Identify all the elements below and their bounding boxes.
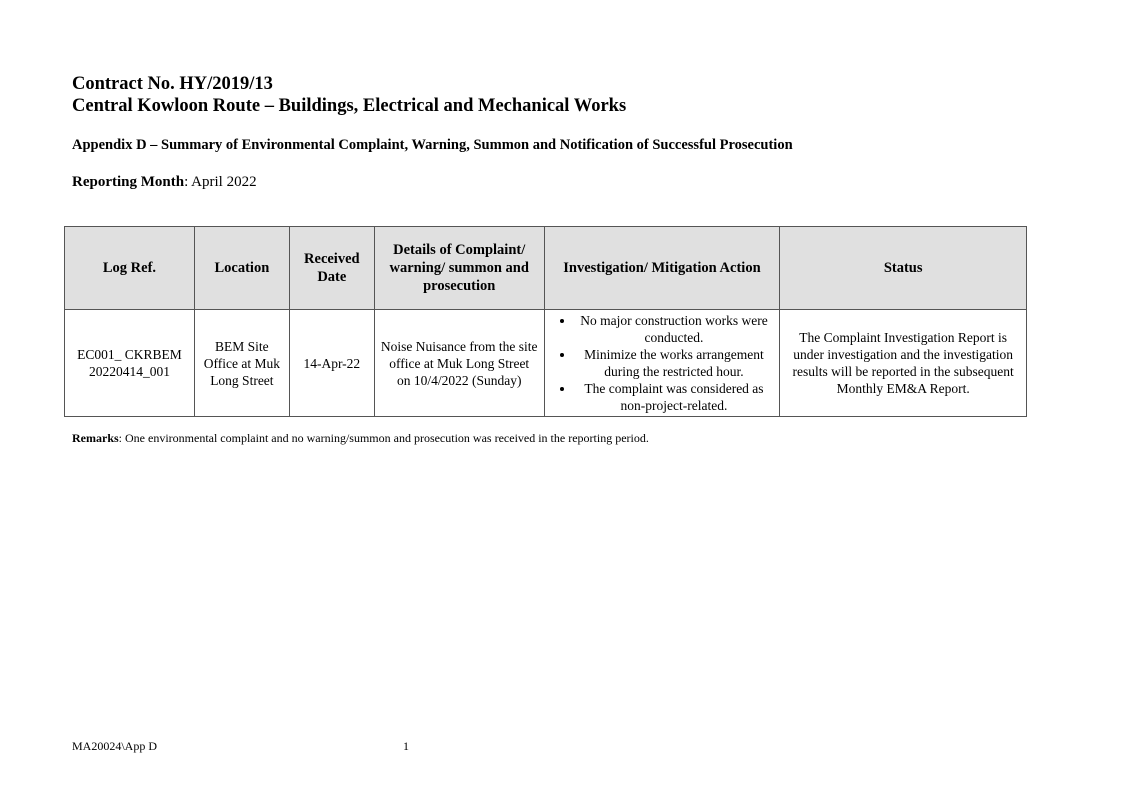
cell-details: Noise Nuisance from the site office at Muk Long Street on 10/4/2022 (Sunday)	[374, 310, 544, 417]
complaint-summary-table	[64, 226, 1027, 417]
remarks-label: Remarks	[72, 431, 119, 445]
remarks-text: : One environmental complaint and no warning/summon and prosecution was received in the reporting period.	[118, 431, 649, 445]
column-header-log-ref: Log Ref.	[65, 227, 195, 310]
reporting-month	[72, 174, 257, 191]
cell-location: BEM Site Office at Muk Long Street	[194, 310, 289, 417]
column-header-investigation: Investigation/ Mitigation Action	[544, 227, 780, 310]
column-header-status: Status	[780, 227, 1027, 310]
reporting-month-label: Reporting Month	[72, 174, 185, 190]
reporting-month-value: : April 2022	[184, 174, 257, 190]
column-header-received-date: Received Date	[289, 227, 374, 310]
column-header-details: Details of Complaint/ warning/ summon and prosecution	[374, 227, 544, 310]
cell-log-ref: EC001_ CKRBEM 20220414_001	[65, 310, 195, 417]
cell-status: The Complaint Investigation Report is under investigation and the investigation results will be reported in the subsequent Monthly EM&A Report.	[780, 310, 1027, 417]
action-item: • The complaint was considered as non-project-related.	[575, 380, 774, 414]
document-title	[72, 73, 626, 117]
contract-number: Contract No. HY/2019/13	[72, 74, 273, 94]
remarks	[72, 431, 649, 446]
footer-doc-ref: MA20024\App D	[72, 739, 158, 753]
table-header-row	[65, 227, 1027, 310]
action-item: • No major construction works were conducted.	[575, 312, 774, 346]
appendix-heading: Appendix D – Summary of Environmental Complaint, Warning, Summon and Notification of Successful Prosecution	[72, 137, 793, 153]
project-name: Central Kowloon Route – Buildings, Electrical and Mechanical Works	[72, 96, 627, 116]
action-list	[551, 312, 774, 414]
column-header-location: Location	[194, 227, 289, 310]
table-row	[65, 310, 1027, 417]
cell-actions	[544, 310, 780, 417]
action-item: • Minimize the works arrangement during the restricted hour.	[575, 346, 774, 380]
footer-page-number: 1	[403, 739, 409, 753]
cell-received-date: 14-Apr-22	[289, 310, 374, 417]
